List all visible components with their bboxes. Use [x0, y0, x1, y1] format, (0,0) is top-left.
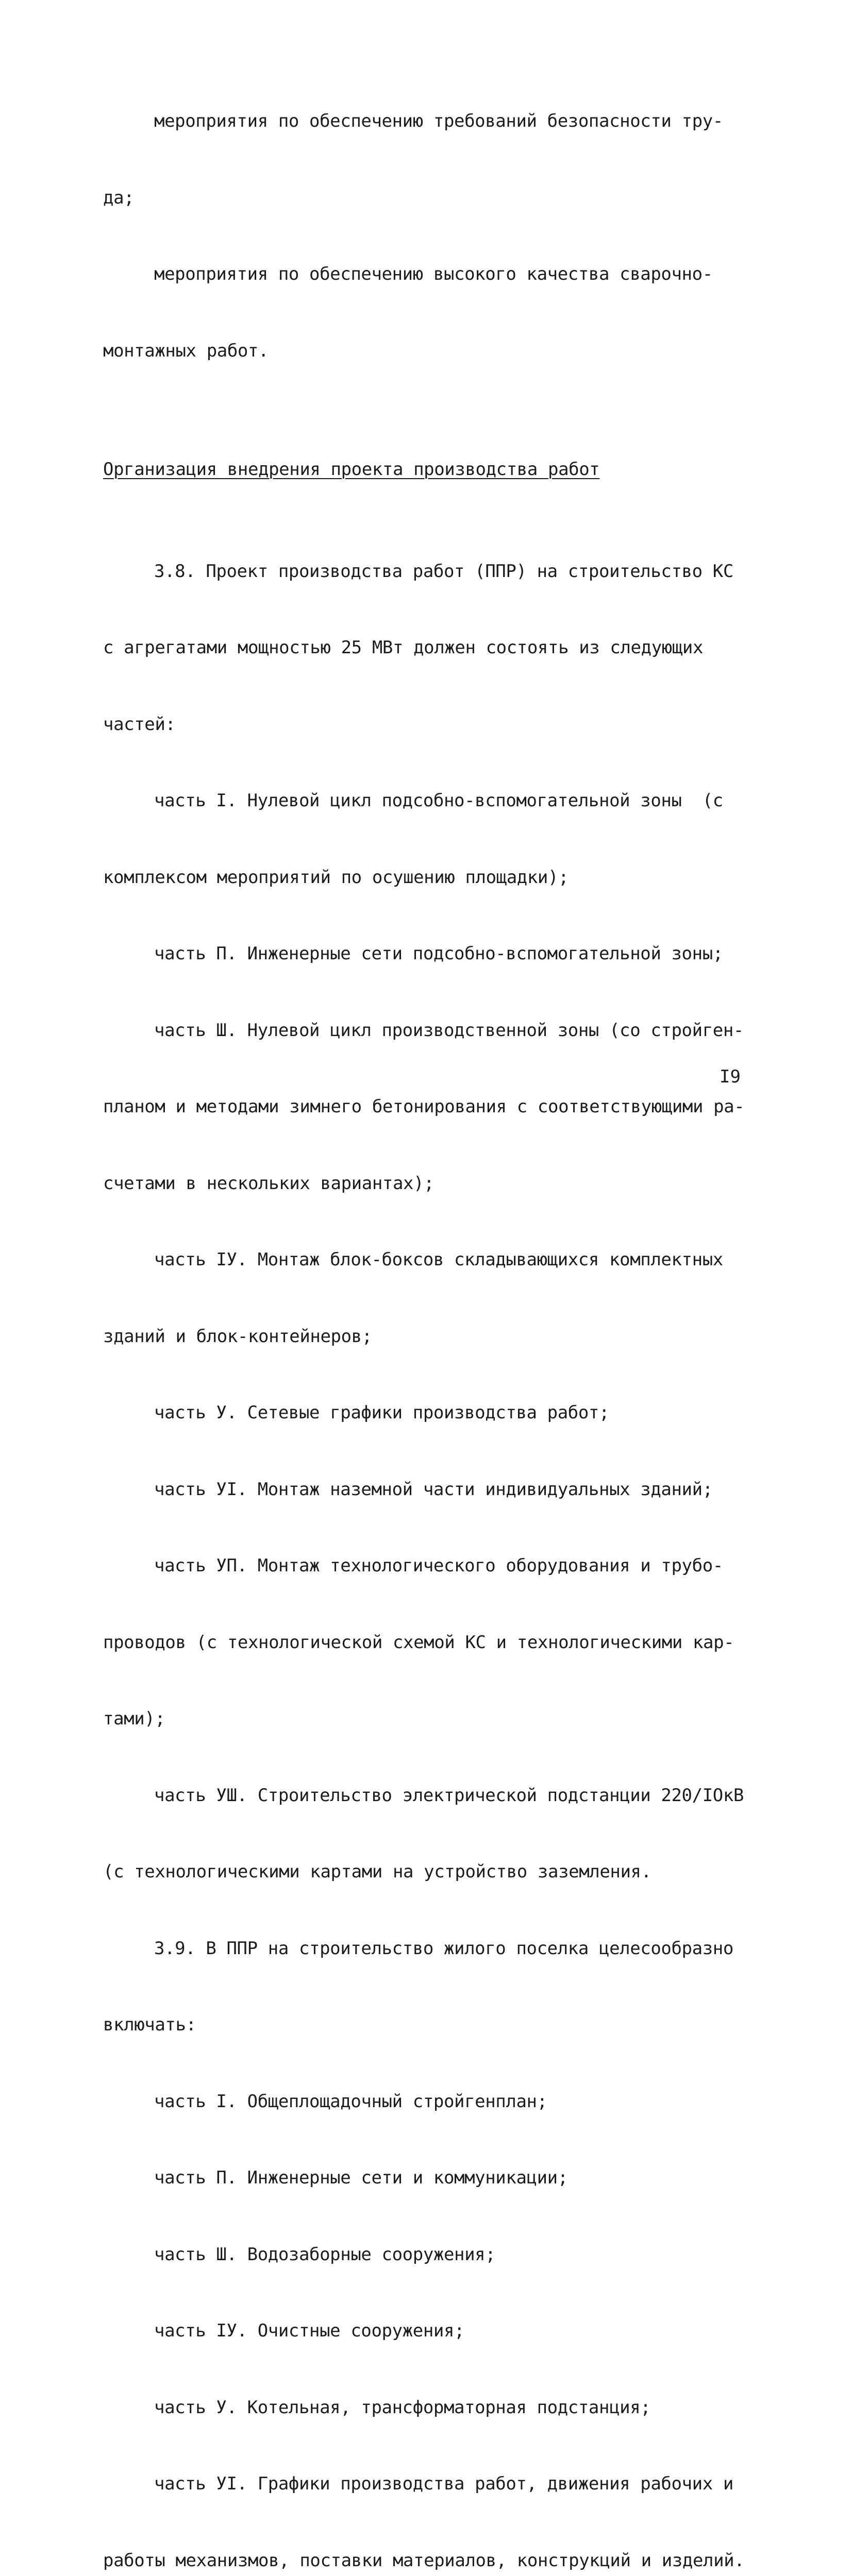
text-line: часть П. Инженерные сети подсобно-вспомогательной зоны; — [103, 941, 753, 967]
text-line: (с технологическими картами на устройство заземления. — [103, 1859, 753, 1885]
text-line: часть IУ. Монтаж блок-боксов складывающихся комплектных — [103, 1247, 753, 1273]
text-line: часть I. Нулевой цикл подсобно-вспомогательной зоны (с — [103, 788, 753, 814]
text-line: работы механизмов, поставки материалов, конструкций и изделий. — [103, 2548, 753, 2574]
text-line: планом и методами зимнего бетонирования с соответствующими ра- — [103, 1094, 753, 1120]
text-line: часть УП. Монтаж технологического оборудования и трубо- — [103, 1553, 753, 1579]
text-line: часть УI. Графики производства работ, движения рабочих и — [103, 2471, 753, 2497]
intro-paragraph — [103, 58, 753, 415]
text-line: 3.9. В ППР на строительство жилого поселка целесообразно — [103, 1936, 753, 1962]
body-paragraphs — [103, 508, 753, 2576]
page-number: I9 — [720, 1066, 741, 1087]
text-line: часть Ш. Водозаборные сооружения; — [103, 2242, 753, 2268]
text-line: да; — [103, 185, 753, 211]
text-line: часть Ш. Нулевой цикл производственной зоны (со стройген- — [103, 1018, 753, 1044]
text-line: комплексом мероприятий по осушению площадки); — [103, 865, 753, 891]
text-line: часть УI. Монтаж наземной части индивидуальных зданий; — [103, 1477, 753, 1503]
text-line: часть П. Инженерные сети и коммуникации; — [103, 2165, 753, 2191]
text-line: с агрегатами мощностью 25 МВт должен состоять из следующих — [103, 635, 753, 661]
text-line: часть IУ. Очистные сооружения; — [103, 2318, 753, 2344]
section-heading: Организация внедрения проекта производства работ — [103, 457, 753, 483]
text-line: счетами в нескольких вариантах); — [103, 1171, 753, 1197]
text-line: зданий и блок-контейнеров; — [103, 1324, 753, 1350]
document-page — [0, 0, 852, 1156]
text-line: включать: — [103, 2012, 753, 2038]
text-line: частей: — [103, 712, 753, 738]
text-line: 3.8. Проект производства работ (ППР) на строительство КС — [103, 559, 753, 585]
text-line: часть У. Сетевые графики производства работ; — [103, 1400, 753, 1426]
text-line: мероприятия по обеспечению требований безопасности тру- — [103, 109, 753, 134]
text-line: часть УШ. Строительство электрической подстанции 220/IОкВ — [103, 1783, 753, 1809]
text-line: монтажных работ. — [103, 338, 753, 364]
text-line: мероприятия по обеспечению высокого качества сварочно- — [103, 262, 753, 287]
page-content — [103, 58, 753, 2576]
text-line: часть У. Котельная, трансформаторная подстанция; — [103, 2395, 753, 2421]
text-line: проводов (с технологической схемой КС и технологическими кар- — [103, 1630, 753, 1656]
text-line: тами); — [103, 1706, 753, 1732]
text-line: часть I. Общеплощадочный стройгенплан; — [103, 2089, 753, 2115]
